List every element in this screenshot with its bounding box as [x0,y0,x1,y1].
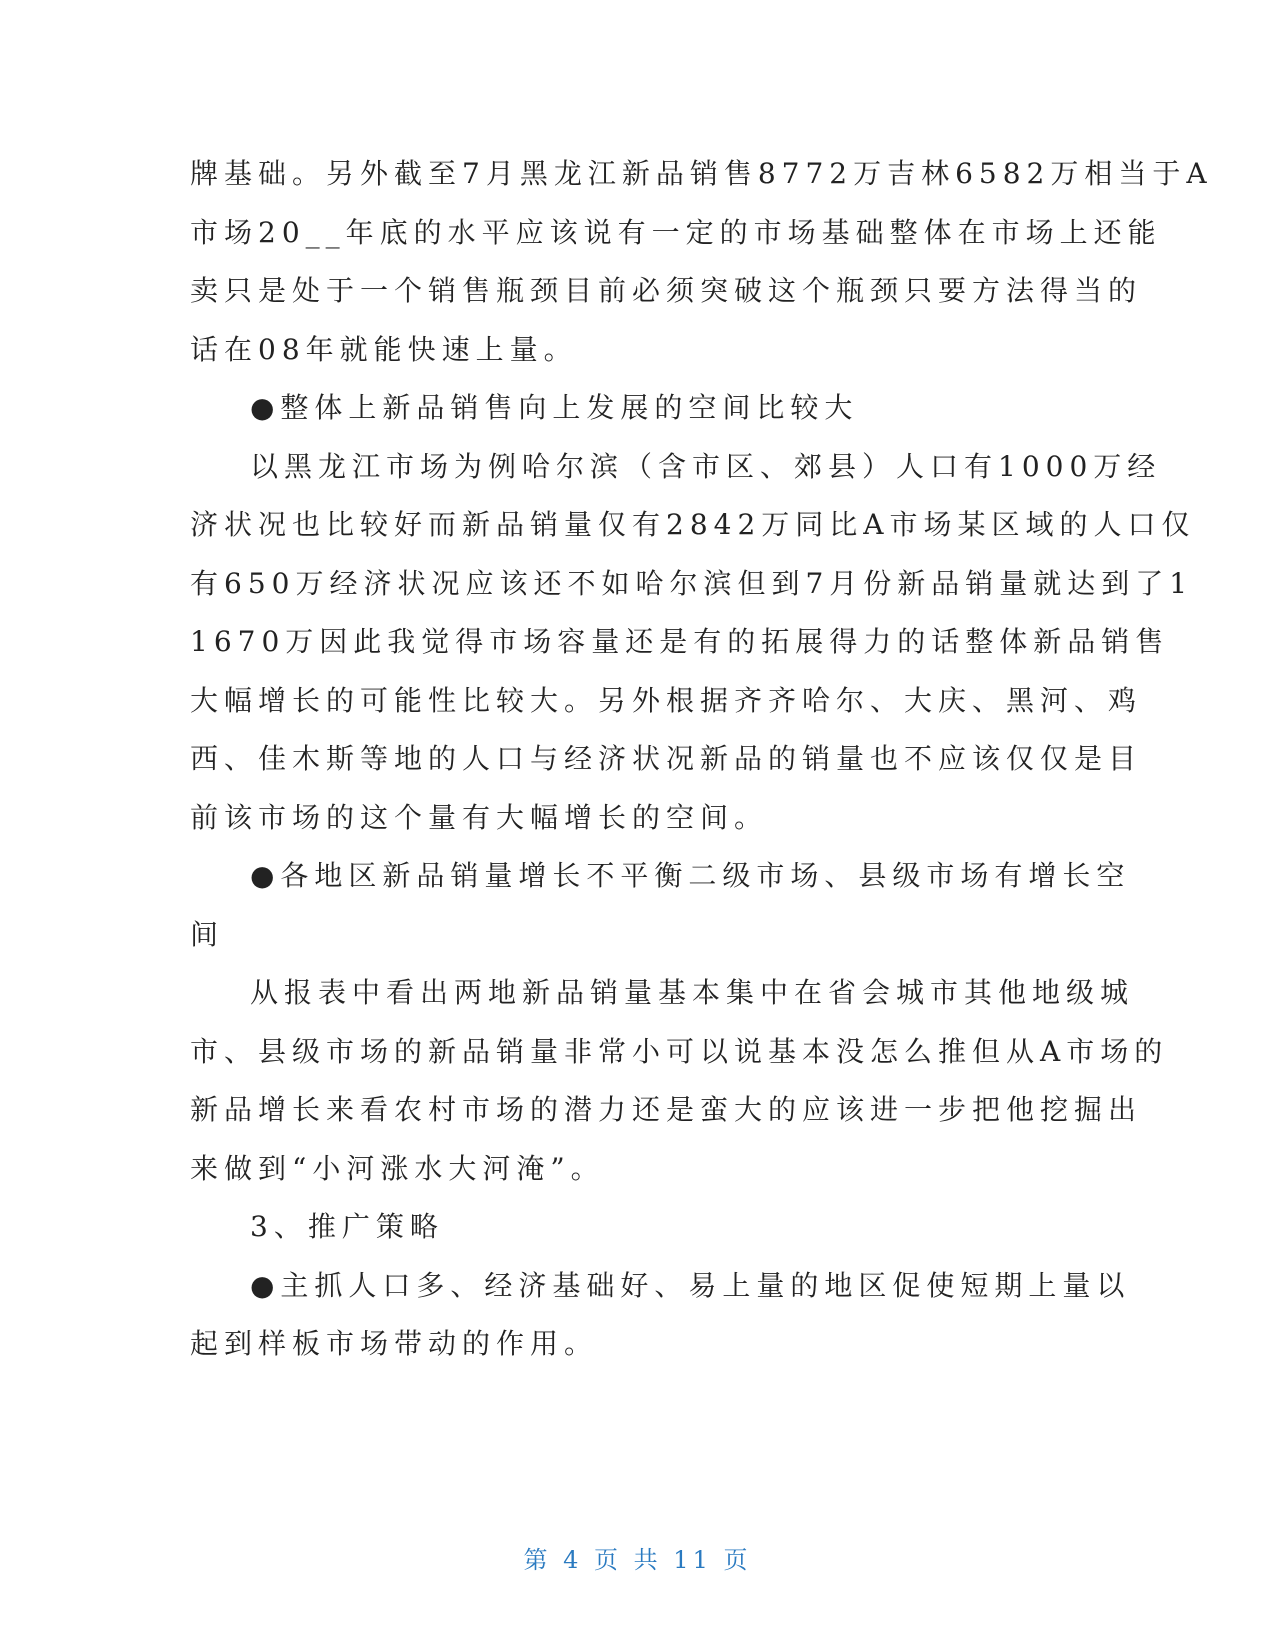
text-line: 前该市场的这个量有大幅增长的空间。 [190,800,769,834]
text-line: 以黑龙江市场为例哈尔滨（含市区、郊县）人口有1000万经 [250,449,1162,483]
paragraph [190,438,1196,848]
document-body [190,145,1213,1374]
text-line: 济状况也比较好而新品销量仅有2842万同比A市场某区域的人口仅 [190,508,1196,541]
text-line: 1670万因此我觉得市场容量还是有的拓展得力的话整体新品销售 [190,625,1170,658]
text-line: 西、佳木斯等地的人口与经济状况新品的销量也不应该仅仅是目 [190,742,1143,775]
text-line: 3、推广策略 [250,1210,444,1243]
text-line: 起到样板市场带动的作用。 [190,1327,599,1360]
text-line: 间 [190,917,225,951]
paragraph [190,145,1213,379]
bullet-paragraph [190,1257,1131,1374]
text-line: 市、县级市场的新品销量非常小可以说基本没怎么推但从A市场的 [190,1034,1169,1068]
text-line: 来做到“小河涨水大河淹”。 [190,1151,605,1185]
bullet-heading [190,847,1131,964]
page-number-footer: 第 4 页 共 11 页 [523,1546,752,1574]
text-line: 新品增长来看农村市场的潜力还是蛮大的应该进一步把他挖掘出 [190,1093,1143,1126]
text-line: 大幅增长的可能性比较大。另外根据齐齐哈尔、大庆、黑河、鸡 [190,683,1143,717]
text-line: 市场20__年底的水平应该说有一定的市场基础整体在市场上还能 [190,215,1162,249]
text-line: ●主抓人口多、经济基础好、易上量的地区促使短期上量以 [250,1268,1131,1302]
paragraph [190,964,1169,1198]
text-line: 有650万经济状况应该还不如哈尔滨但到7月份新品销量就达到了1 [190,566,1194,600]
bullet-heading [190,379,1080,438]
text-line: 从报表中看出两地新品销量基本集中在省会城市其他地级城 [250,976,1135,1009]
text-line: ●各地区新品销量增长不平衡二级市场、县级市场有增长空 [250,859,1131,892]
text-line: 卖只是处于一个销售瓶颈目前必须突破这个瓶颈只要方法得当的 [190,274,1143,307]
text-line: 牌基础。另外截至7月黑龙江新品销售8772万吉林6582万相当于A [190,157,1213,190]
text-line: ●整体上新品销售向上发展的空间比较大 [250,391,859,424]
text-line: 话在08年就能快速上量。 [190,332,578,366]
section-heading [190,1198,1080,1257]
